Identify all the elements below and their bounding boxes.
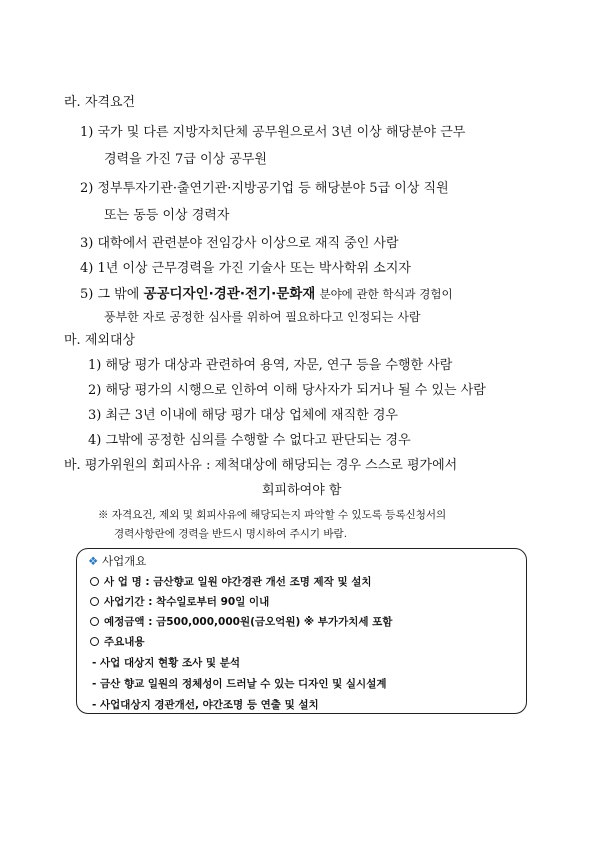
- circle-bullet-icon: [90, 637, 99, 646]
- overview-header-label: 사업개요: [101, 554, 147, 568]
- overview-row-period: [90, 595, 269, 609]
- circle-bullet-icon: [90, 597, 99, 606]
- overview-header: [88, 554, 146, 568]
- ra-item-4: 4) 1년 이상 근무경력을 가진 기술사 또는 박사학위 소지자: [80, 261, 411, 276]
- overview-row-name: [90, 575, 372, 589]
- circle-bullet-icon: [90, 617, 99, 626]
- ra-item-5-prefix: 5) 그 밖에: [80, 287, 140, 302]
- overview-row-name-text: 사 업 명 : 금산향교 일원 야간경관 개선 조명 제작 및 설치: [104, 576, 372, 588]
- overview-detail-1: - 사업 대상지 현황 조사 및 분석: [92, 657, 241, 669]
- overview-row-content: [90, 635, 145, 649]
- ma-item-2: 2) 해당 평가의 시행으로 인하여 이해 당사자가 되거나 될 수 있는 사람: [88, 383, 486, 398]
- ra-item-5-cont: 풍부한 자로 공정한 심사를 위하여 필요하다고 인정되는 사람: [104, 310, 421, 324]
- ma-item-3: 3) 최근 3년 이내에 해당 평가 대상 업체에 재직한 경우: [88, 408, 398, 423]
- overview-detail-3: - 사업대상지 경관개선, 야간조명 등 연출 및 설치: [92, 699, 319, 711]
- ra-item-5: [80, 286, 453, 303]
- overview-row-content-text: 주요내용: [104, 636, 145, 648]
- ra-item-2: 2) 정부투자기관·출연기관·지방공기업 등 해당분야 5급 이상 직원: [80, 181, 449, 196]
- diamond-icon: ❖: [88, 554, 99, 568]
- ma-item-4: 4) 그밖에 공정한 심의를 수행할 수 없다고 판단되는 경우: [88, 433, 411, 448]
- circle-bullet-icon: [90, 577, 99, 586]
- section-ba-line1: 바. 평가위원의 회피사유 : 제척대상에 해당되는 경우 스스로 평가에서: [64, 458, 458, 473]
- section-ba-line2: 회피하여야 함: [262, 483, 342, 498]
- overview-row-budget: [90, 615, 392, 629]
- ma-item-1: 1) 해당 평가 대상과 관련하여 용역, 자문, 연구 등을 수행한 사람: [88, 358, 453, 373]
- overview-row-period-text: 사업기간 : 착수일로부터 90일 이내: [104, 596, 270, 608]
- ra-item-1: 1) 국가 및 다른 지방자치단체 공무원으로서 3년 이상 해당분야 근무: [80, 125, 466, 140]
- ra-item-5-bold: 공공디자인·경관·전기·문화재: [143, 286, 316, 302]
- ra-item-5-suffix: 분야에 관한 학식과 경험이: [319, 287, 453, 301]
- overview-row-budget-text: 예정금액 : 금500,000,000원(금오억원) ※ 부가가치세 포함: [104, 616, 393, 628]
- note-line1: ※ 자격요건, 제외 및 회피사유에 해당되는지 파악할 수 있도록 등록신청서의: [98, 509, 447, 521]
- section-ma-title: 마. 제외대상: [64, 333, 136, 348]
- section-ra-title: 라. 자격요건: [64, 95, 136, 110]
- overview-detail-2: - 금산 향교 일원의 정체성이 드러날 수 있는 디자인 및 실시설계: [92, 678, 387, 690]
- ra-item-2-cont: 또는 동등 이상 경력자: [104, 208, 230, 223]
- note-line2: 경력사항란에 경력을 반드시 명시하여 주시기 바람.: [114, 528, 348, 540]
- ra-item-1-cont: 경력을 가진 7급 이상 공무원: [104, 152, 267, 167]
- ra-item-3: 3) 대학에서 관련분야 전임강사 이상으로 재직 중인 사람: [80, 236, 399, 251]
